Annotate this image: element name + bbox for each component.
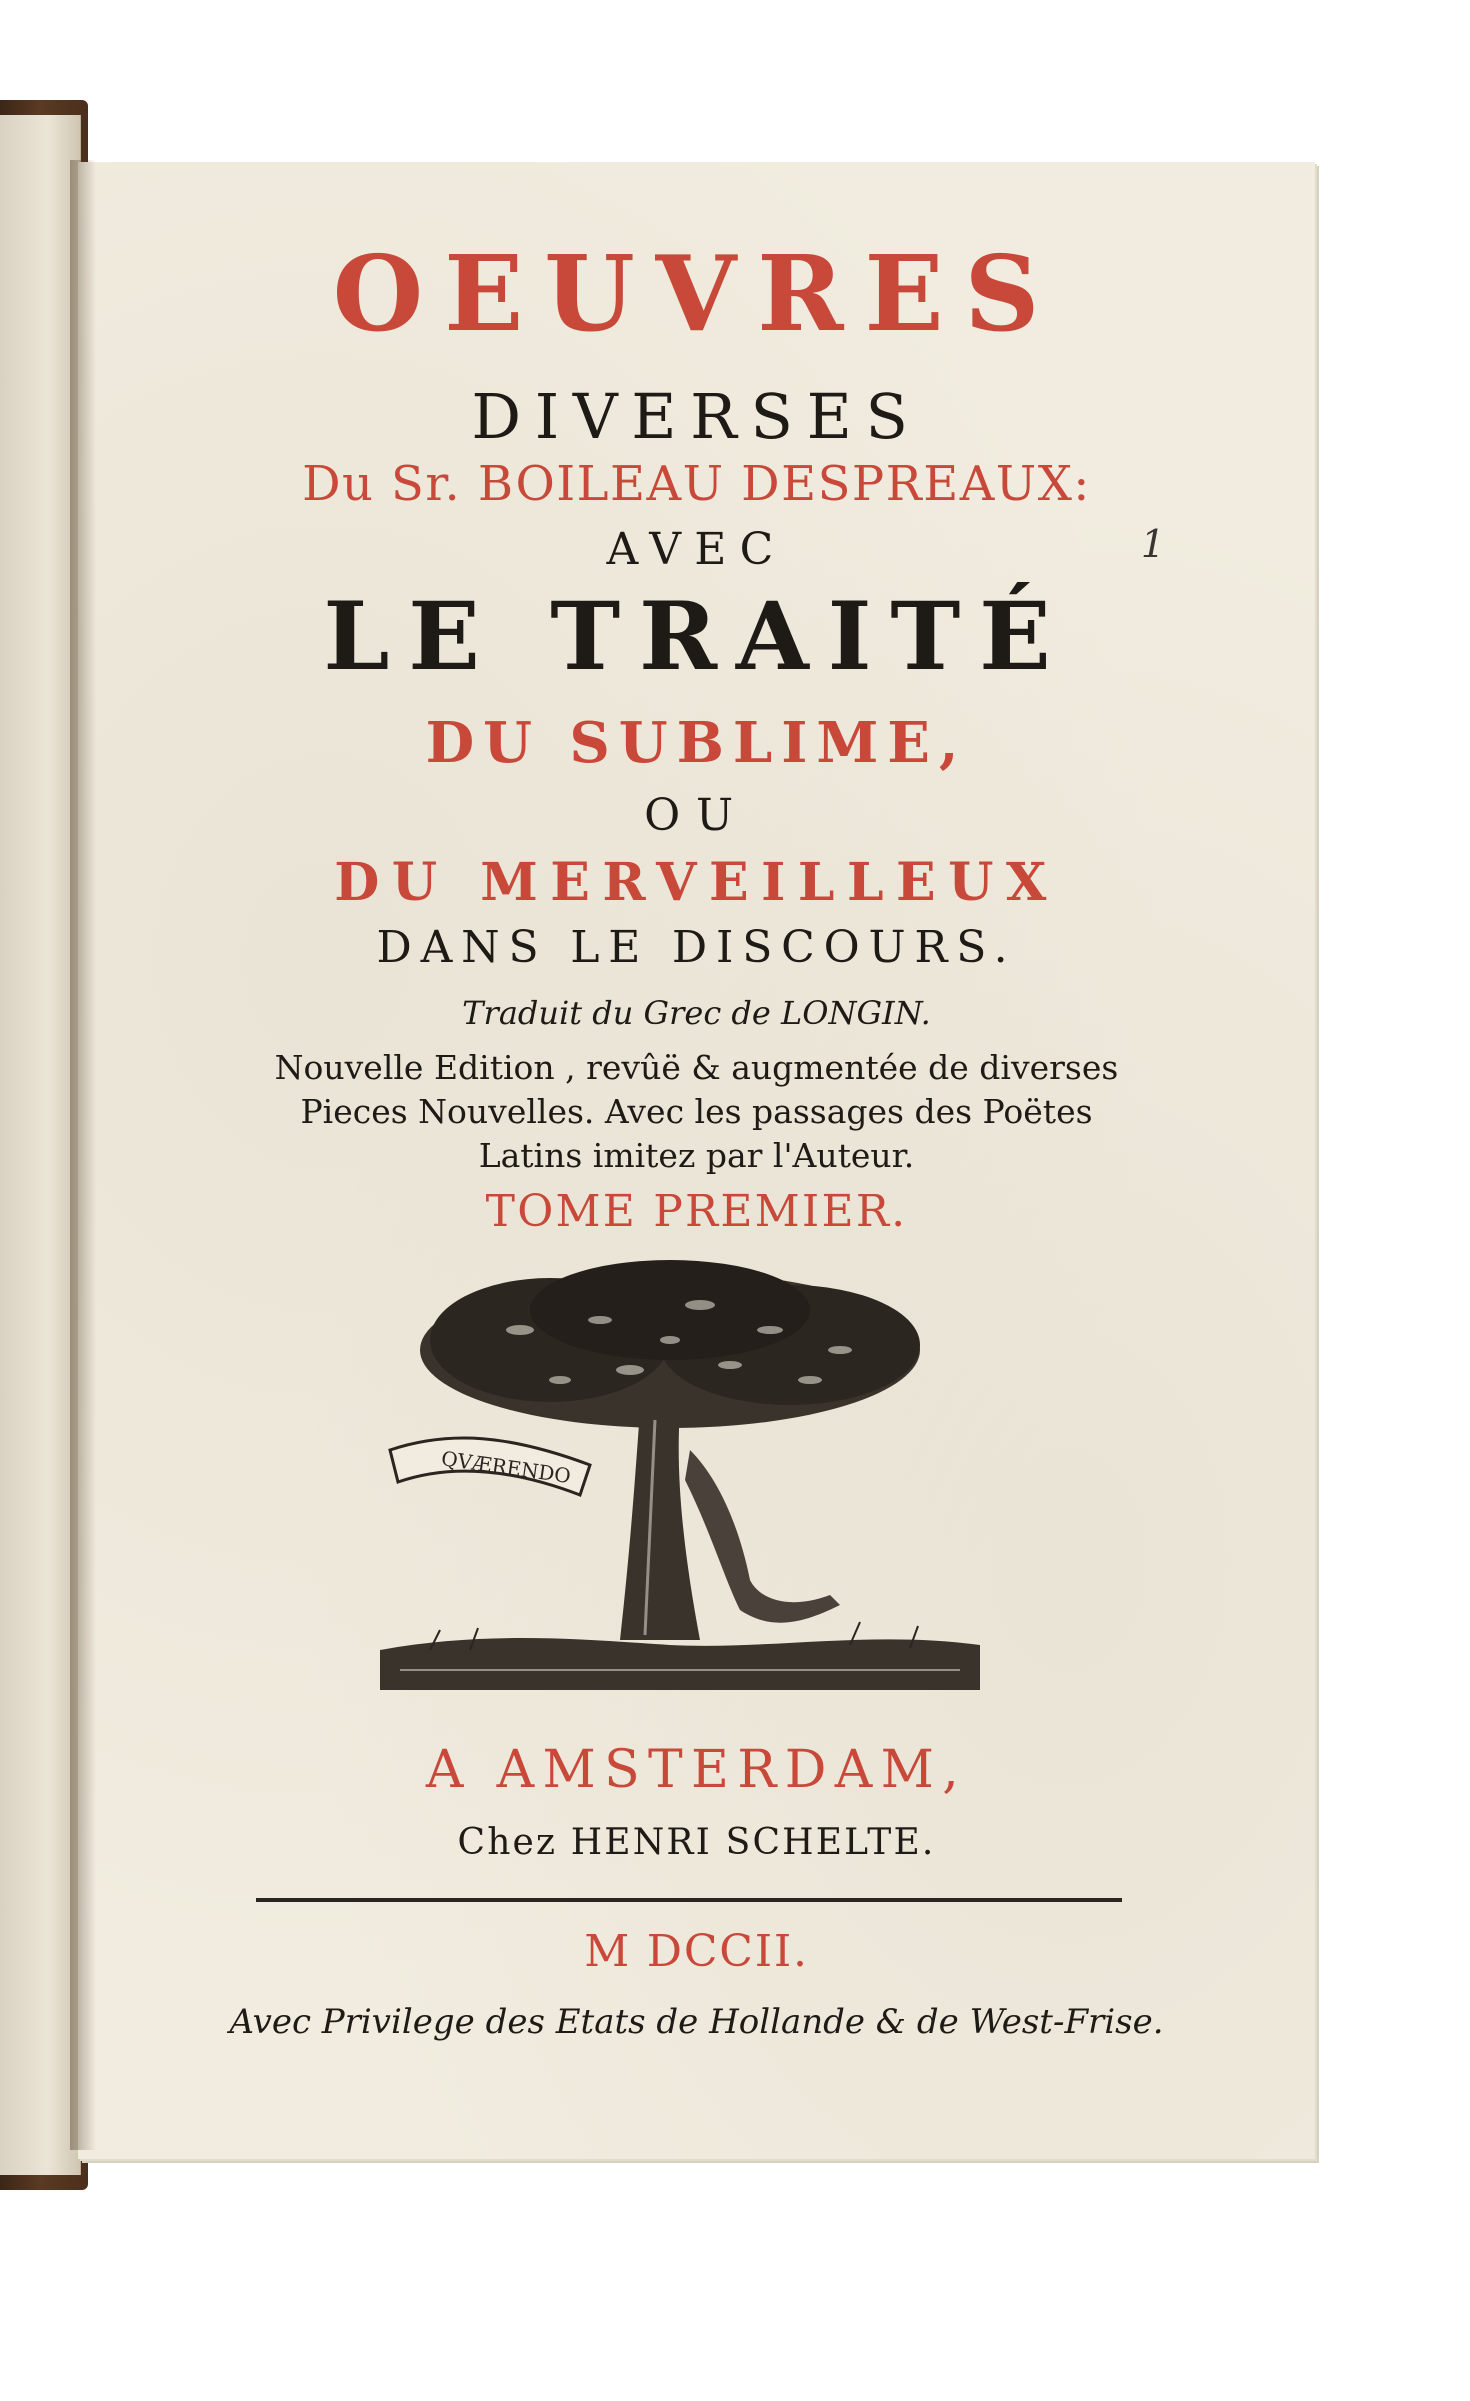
pencil-annotation: 1 bbox=[1140, 522, 1165, 566]
author-line: Du Sr. BOILEAU DESPREAUX: bbox=[302, 456, 1091, 512]
ou-line: OU bbox=[644, 790, 749, 841]
sublime-line: DU SUBLIME, bbox=[425, 710, 968, 776]
edition-line-2: Pieces Nouvelles. Avec les passages des Poëtes bbox=[300, 1092, 1093, 1131]
translator-line: Traduit du Grec de LONGIN. bbox=[462, 994, 931, 1032]
tree-woodcut-icon bbox=[370, 1250, 990, 1720]
gutter-shadow bbox=[70, 160, 96, 2150]
merveilleux-line: DU MERVEILLEUX bbox=[334, 852, 1059, 913]
city-line: A AMSTERDAM, bbox=[425, 1740, 968, 1800]
discours-line: DANS LE DISCOURS. bbox=[376, 922, 1017, 973]
traite-line: LE TRAITÉ bbox=[323, 582, 1070, 692]
edition-line-3: Latins imitez par l'Auteur. bbox=[478, 1136, 915, 1175]
volume-line: TOME PREMIER. bbox=[485, 1186, 908, 1237]
privilege-line: Avec Privilege des Etats de Hollande & de West-Frise. bbox=[229, 2002, 1164, 2042]
edition-line-1: Nouvelle Edition , revûë & augmentée de diverses bbox=[274, 1048, 1119, 1087]
title-diverses: DIVERSES bbox=[471, 380, 922, 453]
avec-line: AVEC bbox=[606, 524, 787, 575]
horizontal-rule bbox=[256, 1898, 1122, 1902]
title-page bbox=[78, 162, 1315, 2159]
year-line: M DCCII. bbox=[584, 1926, 809, 1977]
title-oeuvres: OEUVRES bbox=[332, 232, 1061, 355]
facing-leaf bbox=[0, 115, 81, 2175]
motto-text: QVÆRENDO bbox=[439, 1446, 573, 1489]
printer-line: Chez HENRI SCHELTE. bbox=[457, 1822, 936, 1863]
